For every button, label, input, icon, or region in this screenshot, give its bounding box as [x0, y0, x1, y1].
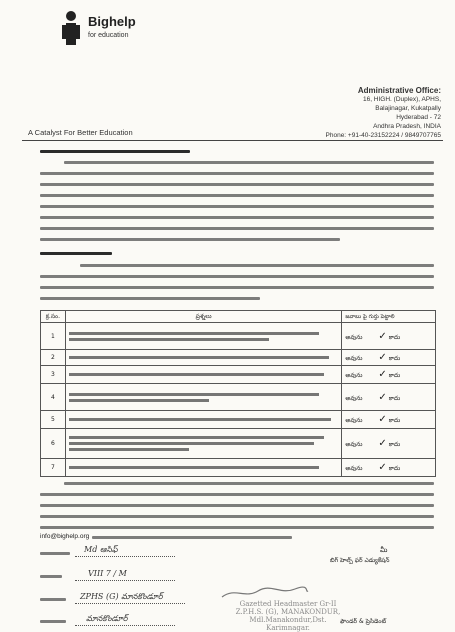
answer-cell [342, 459, 436, 477]
answer-no: కాదు [388, 333, 401, 341]
table-row [41, 384, 436, 411]
answer-yes: అవును [345, 372, 363, 379]
office-line: Andhra Pradesh, INDIA [373, 123, 441, 130]
answer-no: కాదు [388, 355, 401, 362]
check-mark-icon: ✓ [378, 438, 387, 449]
answer-cell [342, 323, 436, 350]
table-header-row [41, 311, 436, 323]
table-row [41, 366, 436, 384]
table-row [41, 411, 436, 429]
stamp-line: Z.P.H.S. (G), MANAKONDUR, [235, 608, 341, 616]
table-row [41, 323, 436, 350]
office-address [251, 86, 441, 140]
questions-table [40, 310, 436, 477]
check-mark-icon: ✓ [378, 369, 387, 380]
col-header-question: ప్రశ్నలు [65, 311, 342, 323]
bighelp-logo-icon [60, 10, 82, 50]
answer-yes: అవును [345, 441, 363, 448]
check-mark-icon: ✓ [378, 462, 387, 473]
office-line: Hyderabad - 72 [396, 114, 441, 121]
check-mark-icon: ✓ [378, 330, 387, 342]
answer-no: కాదు [388, 372, 401, 379]
closing-title: ఫౌండర్ & ప్రెసిడెంట్ [340, 618, 387, 625]
answer-yes: అవును [345, 417, 363, 424]
check-mark-icon: ✓ [378, 352, 387, 363]
student-name-value: Md ఆసిఫ్ [84, 545, 118, 554]
school-value: ZPHS (G) మానకొండూర్ [80, 592, 163, 601]
answer-cell [342, 366, 436, 384]
signature-icon [220, 585, 310, 601]
question-text [65, 384, 342, 411]
check-mark-icon: ✓ [378, 414, 387, 425]
office-phone: Phone: +91-40-23152224 / 9849707765 [325, 132, 441, 139]
answer-yes: అవును [345, 465, 363, 472]
answer-no: కాదు [388, 441, 401, 448]
village-value: మానకొండూర్ [86, 614, 128, 623]
answer-yes: అవును [345, 394, 363, 402]
brand-subtitle: for education [88, 32, 129, 39]
row-number: 3 [41, 366, 66, 384]
office-line: 16, HIGH. (Duplex), APHS, [362, 96, 441, 103]
answer-cell [342, 350, 436, 366]
answer-no: కాదు [388, 465, 401, 472]
answer-cell [342, 429, 436, 459]
question-text [65, 350, 342, 366]
row-number: 2 [41, 350, 66, 366]
answer-yes: అవును [345, 355, 363, 362]
closing-word: మీ [380, 546, 388, 554]
question-text [65, 366, 342, 384]
tagline: A Catalyst For Better Education [28, 128, 133, 137]
table-row [41, 429, 436, 459]
office-line: Balajinagar, Kukatpally [375, 105, 441, 112]
col-header-number: క్ర.సం. [41, 311, 66, 323]
table-row [41, 350, 436, 366]
col-header-answer: జవాబు పై గుర్తు పెట్టాలి [342, 311, 436, 323]
closing-org: బిగ్ హెల్ప్ ఫర్ ఎడ్యుకేషన్ [330, 557, 390, 564]
table-row [41, 459, 436, 477]
class-value: VIII 7 / M [88, 569, 127, 578]
answer-no: కాదు [388, 417, 401, 424]
question-text [65, 459, 342, 477]
answer-cell [342, 411, 436, 429]
row-number: 4 [41, 384, 66, 411]
row-number: 1 [41, 323, 66, 350]
row-number: 5 [41, 411, 66, 429]
question-text [65, 429, 342, 459]
answer-no: కాదు [388, 394, 401, 402]
row-number: 6 [41, 429, 66, 459]
question-text [65, 323, 342, 350]
stamp-line: Mdl.Manakondur,Dst. Karimnagar. [249, 616, 327, 632]
brand-name: Bighelp [88, 14, 136, 29]
answer-yes: అవును [345, 333, 363, 341]
question-text [65, 411, 342, 429]
headmaster-stamp [228, 600, 348, 632]
stamp-line: Gazetted Headmaster Gr-II [239, 600, 337, 608]
header-divider [22, 140, 443, 141]
contact-email: info@bighelp.org [40, 533, 90, 540]
check-mark-icon: ✓ [378, 391, 387, 403]
office-title: Administrative Office: [357, 86, 441, 95]
row-number: 7 [41, 459, 66, 477]
answer-cell [342, 384, 436, 411]
